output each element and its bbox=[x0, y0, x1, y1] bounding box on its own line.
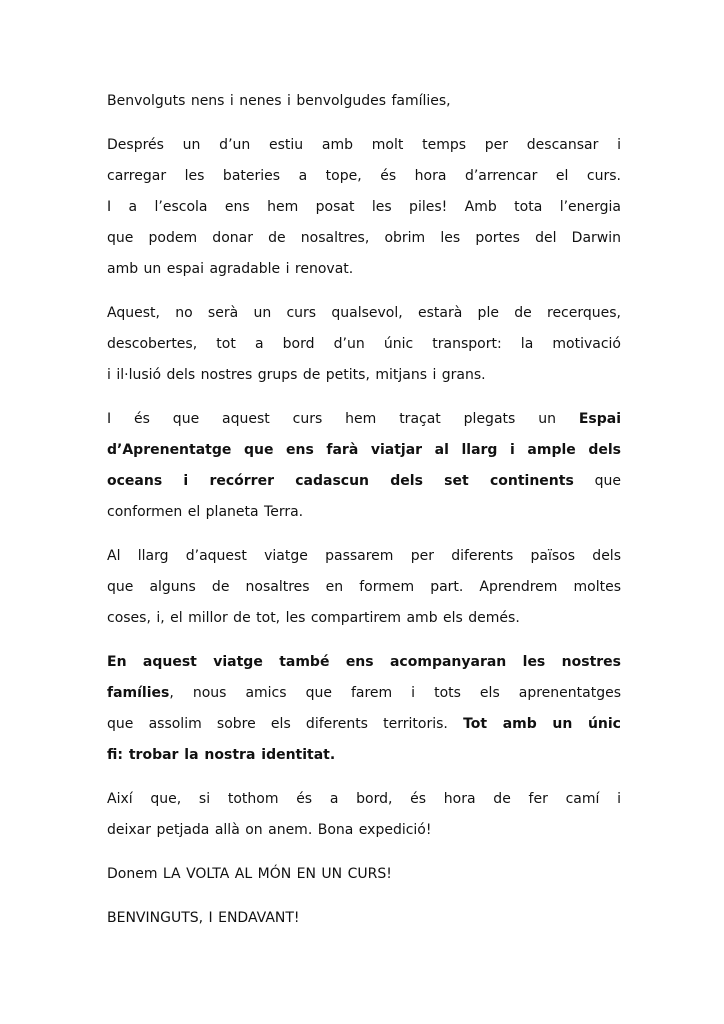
text: coses, i, el millor de tot, les compartirem amb els demés. bbox=[107, 610, 520, 626]
text-line bbox=[107, 223, 621, 254]
letter-body bbox=[107, 86, 621, 947]
text: descobertes, tot a bord d’un únic transport: la motivació bbox=[107, 336, 621, 352]
paragraph bbox=[107, 541, 621, 634]
text: Al llarg d’aquest viatge passarem per diferents països dels bbox=[107, 548, 621, 564]
text-line bbox=[107, 360, 621, 391]
text: i il·lusió dels nostres grups de petits, mitjans i grans. bbox=[107, 367, 486, 383]
text-line bbox=[107, 603, 621, 634]
text-line bbox=[107, 298, 621, 329]
text-line bbox=[107, 404, 621, 435]
paragraph bbox=[107, 404, 621, 528]
text-line bbox=[107, 329, 621, 360]
text: Donem LA VOLTA AL MÓN EN UN CURS! bbox=[107, 866, 392, 882]
text-line bbox=[107, 161, 621, 192]
text: I és que aquest curs hem traçat plegats un bbox=[107, 411, 579, 427]
text: que podem donar de nosaltres, obrim les portes del Darwin bbox=[107, 230, 621, 246]
text: Així que, si tothom és a bord, és hora de fer camí i bbox=[107, 791, 621, 807]
text: , nous amics que farem i tots els aprenentatges bbox=[169, 685, 621, 701]
paragraph bbox=[107, 86, 621, 117]
paragraph bbox=[107, 647, 621, 771]
text-line bbox=[107, 572, 621, 603]
text: Benvolguts nens i nenes i benvolgudes famílies, bbox=[107, 93, 451, 109]
text: Després un d’un estiu amb molt temps per descansar i bbox=[107, 137, 621, 153]
bold-text: fi: trobar la nostra identitat. bbox=[107, 747, 336, 763]
text-line bbox=[107, 435, 621, 466]
text-line bbox=[107, 678, 621, 709]
text: que assolim sobre els diferents territoris. bbox=[107, 716, 464, 732]
paragraph bbox=[107, 859, 621, 890]
text: deixar petjada allà on anem. Bona expedició! bbox=[107, 822, 432, 838]
bold-text: famílies bbox=[107, 685, 170, 701]
text-line bbox=[107, 815, 621, 846]
text-line bbox=[107, 784, 621, 815]
text: que alguns de nosaltres en formem part. Aprendrem moltes bbox=[107, 579, 621, 595]
text-line bbox=[107, 859, 621, 890]
text-line bbox=[107, 740, 621, 771]
paragraph bbox=[107, 130, 621, 285]
bold-text: En aquest viatge també ens acompanyaran les nostres bbox=[107, 654, 621, 670]
text-line bbox=[107, 647, 621, 678]
text-line bbox=[107, 192, 621, 223]
text-line bbox=[107, 130, 621, 161]
text: amb un espai agradable i renovat. bbox=[107, 261, 354, 277]
text-line bbox=[107, 541, 621, 572]
text: Aquest, no serà un curs qualsevol, estarà ple de recerques, bbox=[107, 305, 621, 321]
paragraph bbox=[107, 903, 621, 934]
paragraph bbox=[107, 784, 621, 846]
text: carregar les bateries a tope, és hora d’arrencar el curs. bbox=[107, 168, 621, 184]
bold-text: Espai bbox=[578, 411, 621, 427]
paragraph bbox=[107, 298, 621, 391]
bold-text: oceans i recórrer cadascun dels set continents bbox=[107, 473, 574, 489]
text-line bbox=[107, 254, 621, 285]
text-line bbox=[107, 466, 621, 497]
text: I a l’escola ens hem posat les piles! Amb tota l’energia bbox=[107, 199, 621, 215]
text-line bbox=[107, 903, 621, 934]
text: que bbox=[573, 473, 621, 489]
text: conformen el planeta Terra. bbox=[107, 504, 304, 520]
text: BENVINGUTS, I ENDAVANT! bbox=[107, 910, 300, 926]
text-line bbox=[107, 497, 621, 528]
text-line bbox=[107, 86, 621, 117]
bold-text: d’Aprenentatge que ens farà viatjar al llarg i ample dels bbox=[107, 442, 621, 458]
text-line bbox=[107, 709, 621, 740]
bold-text: Tot amb un únic bbox=[463, 716, 621, 732]
